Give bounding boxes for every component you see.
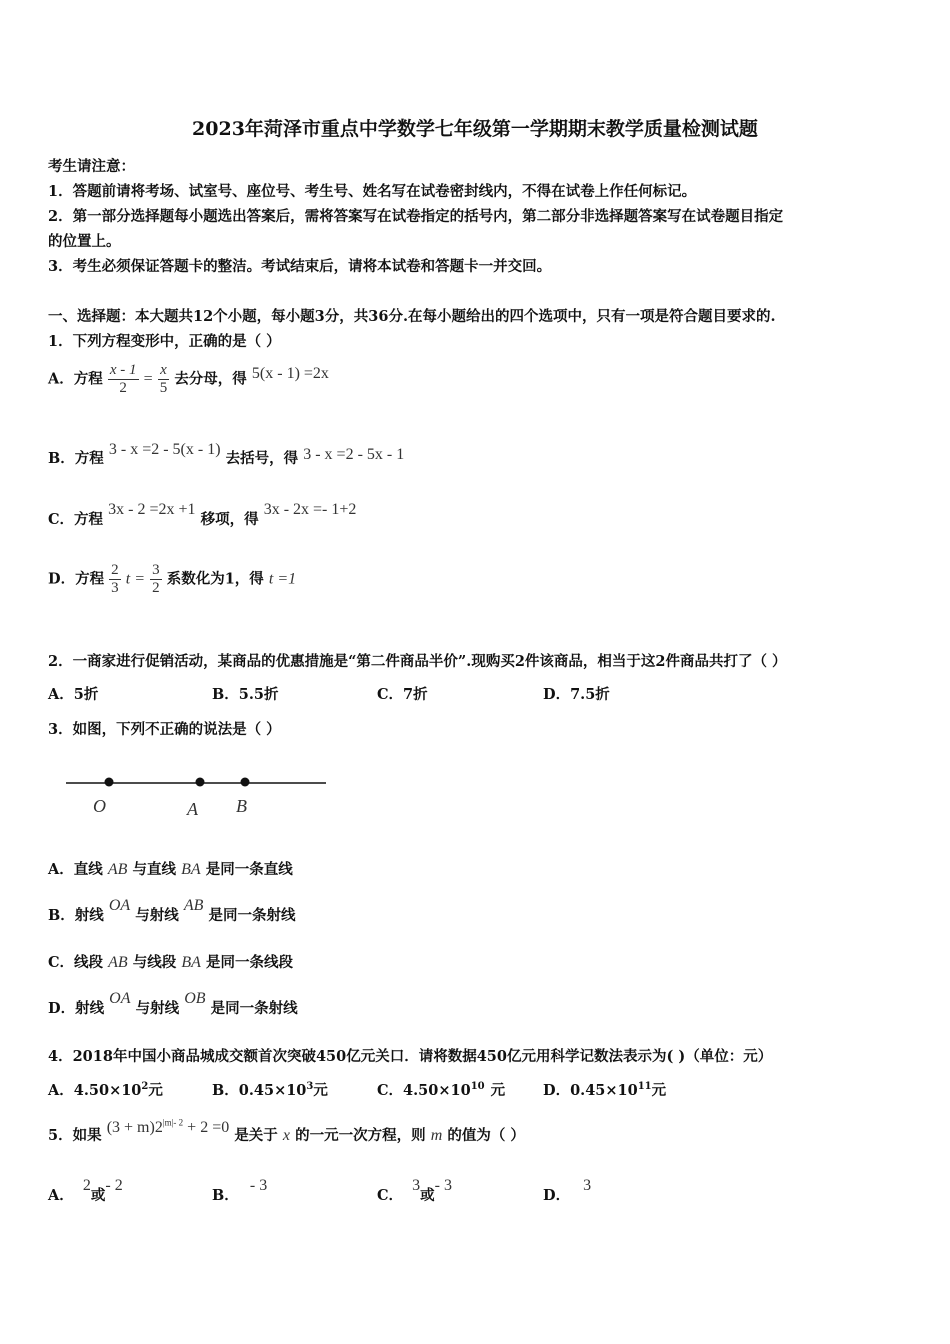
q1-option-b: B．方程 3 - x =2 - 5(x - 1) 去括号，得 3 - x =2 - 5x - 1 (48, 441, 405, 467)
notice-heading: 考生请注意： (48, 158, 135, 175)
q1-option-c: C．方程 3x - 2 =2x +1 移项，得 3x - 2x =- 1+2 (48, 501, 357, 528)
number-line-figure (60, 770, 335, 825)
q5-option-d: D． 3 (543, 1177, 592, 1204)
q3-option-c: C．线段 AB 与线段 BA 是同一条线段 (48, 954, 294, 971)
fraction: $\frac{2}{3}$ (111, 562, 119, 596)
q1-option-a: A．方程 $\frac{x - 1}{2}$ = $\frac{x}{5}$ 去分母，得 5(x - 1) =2x (48, 362, 329, 396)
q3-stem: 3．如图，下列不正确的说法是（ ） (48, 721, 281, 738)
q2-option-a: A．5折 (48, 686, 99, 703)
point-b-label: B (236, 796, 247, 816)
page-title: 2023年菏泽市重点中学数学七年级第一学期期末教学质量检测试题 (192, 118, 758, 140)
q4-option-b: B．$0.45\times 10^3$元 (212, 1081, 328, 1099)
fraction: $\frac{3}{2}$ (152, 562, 160, 596)
q4-option-a: A．$4.50\times 10^2$元 (48, 1081, 163, 1099)
q5-option-c: C． 3或- 3 (377, 1177, 452, 1204)
q5-stem: 5．如果 $(3 + m)2^{|m|- 2} + 2 =0$ 是关于 x 的一元一次方程，则 m 的值为（ ） (48, 1117, 525, 1144)
q5-option-b: B． - 3 (212, 1177, 268, 1204)
point-b-dot (241, 778, 250, 787)
q4-option-d: D．$0.45\times 10^{11}$元 (543, 1081, 667, 1099)
q2-option-c: C．7折 (377, 686, 428, 703)
q2-option-b: B．5.5折 (212, 686, 279, 703)
fraction: $\frac{x - 1}{2}$ (109, 362, 137, 396)
point-o-dot (105, 778, 114, 787)
q4-stem: 4．2018年中国小商品城成交额首次突破450亿元关口．请将数据450亿元用科学记数法表示为( )（单位：元） (48, 1048, 773, 1065)
notice-line-1: 1．答题前请将考场、试室号、座位号、考生号、姓名写在试卷密封线内，不得在试卷上作任何标记。 (48, 183, 697, 200)
q3-option-d: D．射线 OA 与射线 OB 是同一条射线 (48, 990, 298, 1017)
q2-stem: 2．一商家进行促销活动，某商品的优惠措施是“第二件商品半价”.现购买2件该商品，相当于这2件商品共打了（ ） (48, 653, 787, 670)
q2-option-d: D．7.5折 (543, 686, 610, 703)
q1-stem: 1．下列方程变形中，正确的是（ ） (48, 333, 281, 350)
notice-line-2a: 2．第一部分选择题每小题选出答案后，需将答案写在试卷指定的括号内，第二部分非选择题答案写在试卷题目指定 (48, 208, 784, 225)
fraction: $\frac{x}{5}$ (159, 362, 168, 396)
notice-line-3: 3．考生必须保证答题卡的整洁。考试结束后，请将本试卷和答题卡一并交回。 (48, 258, 552, 275)
q5-option-a: A． 2或- 2 (48, 1177, 123, 1204)
q5-equation: $(3 + m)2^{|m|- 2} + 2 =0$ (106, 1117, 230, 1136)
point-o-label: O (93, 796, 106, 816)
q1-option-d: D．方程 $\frac{2}{3}$ t = $\frac{3}{2}$ 系数化为1，得 t =1 (48, 562, 297, 596)
point-a-label: A (187, 799, 198, 819)
q3-option-a: A．直线 AB 与直线 BA 是同一条直线 (48, 861, 293, 878)
q4-option-c: C．$4.50\times 10^{10}$ 元 (377, 1081, 506, 1099)
notice-line-2b: 的位置上。 (48, 233, 121, 250)
section-heading: 一、选择题：本大题共12个小题，每小题3分，共36分.在每小题给出的四个选项中，只有一项是符合题目要求的. (48, 308, 776, 325)
q3-option-b: B．射线 OA 与射线 AB 是同一条射线 (48, 897, 296, 924)
point-a-dot (196, 778, 205, 787)
